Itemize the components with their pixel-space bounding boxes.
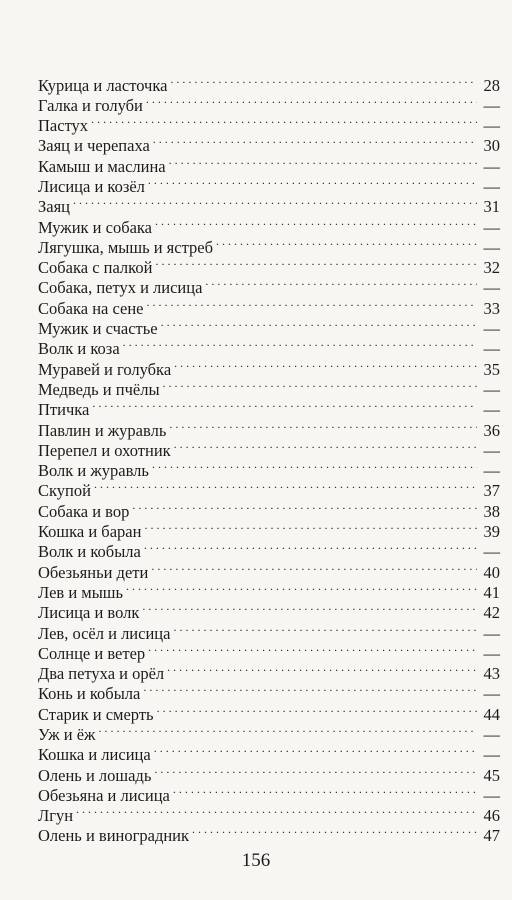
dot-leader xyxy=(153,135,477,152)
toc-entry-title: Мужик и собака xyxy=(38,217,153,237)
toc-entry-title: Уж и ёж xyxy=(38,725,96,744)
toc-entry-title: Галка и голуби xyxy=(38,95,143,115)
toc-entry-title: Олень и виноградник xyxy=(38,826,190,846)
toc-entry-title: Муравей и голубка xyxy=(38,359,172,379)
toc-entry xyxy=(38,135,500,155)
dot-leader xyxy=(76,805,477,822)
toc-entry-title: Пастух xyxy=(38,116,89,136)
toc-entry-page: — xyxy=(483,379,500,399)
toc-entry-title: Волк и журавль xyxy=(38,461,149,481)
dot-leader xyxy=(123,338,477,355)
dot-leader xyxy=(146,94,477,111)
toc-entry-title: Павлин и журавль xyxy=(38,420,167,440)
toc-entry-title: Собака с палкой xyxy=(38,258,153,278)
dot-leader xyxy=(148,175,477,192)
toc-entry-page: 36 xyxy=(483,420,500,440)
toc-entry xyxy=(38,642,500,662)
toc-entry-page: — xyxy=(483,745,500,765)
dot-leader xyxy=(73,196,477,213)
toc-entry xyxy=(38,602,500,622)
toc-entry-page: 31 xyxy=(483,197,500,217)
dot-leader xyxy=(174,358,477,375)
toc-entry-title: Кошка и баран xyxy=(38,522,142,542)
toc-entry-title: Старик и смерть xyxy=(38,704,154,724)
toc-entry xyxy=(38,460,500,480)
toc-entry-page: — xyxy=(483,217,500,237)
toc-entry xyxy=(38,175,500,195)
toc-entry-title: Мужик и счастье xyxy=(38,319,158,339)
toc-entry-title: Лисица и козёл xyxy=(38,176,145,196)
dot-leader xyxy=(144,521,477,538)
dot-leader xyxy=(157,703,477,720)
toc-entry xyxy=(38,216,500,236)
dot-leader xyxy=(144,541,477,558)
dot-leader xyxy=(161,318,477,335)
toc-entry xyxy=(38,500,500,520)
toc-entry-title: Лгун xyxy=(38,806,74,826)
page-number: 156 xyxy=(241,850,271,871)
toc-entry xyxy=(38,805,500,825)
dot-leader xyxy=(143,683,477,700)
toc-entry-title: Лев, осёл и лисица xyxy=(38,623,171,643)
toc-entry-title: Лев и мышь xyxy=(38,582,124,602)
toc-entry xyxy=(38,784,500,804)
dot-leader xyxy=(132,500,477,517)
toc-entry-page: 41 xyxy=(483,582,500,602)
dot-leader xyxy=(142,602,477,619)
toc-entry xyxy=(38,419,500,439)
toc-entry-title: Лягушка, мышь и ястреб xyxy=(38,237,213,257)
toc-entry-title: Два петуха и орёл xyxy=(38,664,165,684)
toc-entry-page: 37 xyxy=(483,481,500,501)
toc-entry-title: Собака на сене xyxy=(38,298,144,318)
toc-entry-page: 30 xyxy=(483,136,500,156)
toc-entry xyxy=(38,622,500,642)
toc-entry-title: Волк и кобыла xyxy=(38,542,141,562)
toc-entry-page: — xyxy=(483,725,500,744)
toc-entry xyxy=(38,541,500,561)
toc-entry xyxy=(38,115,500,135)
toc-entry-title: Собака, петух и лисица xyxy=(38,278,203,298)
toc-entry-page: 44 xyxy=(483,704,500,724)
toc-entry xyxy=(38,155,500,175)
toc-entry xyxy=(38,399,500,419)
toc-entry xyxy=(38,683,500,703)
toc-entry-page: — xyxy=(483,339,500,359)
toc-entry-page: — xyxy=(483,400,500,420)
dot-leader xyxy=(126,581,477,598)
toc-entry xyxy=(38,561,500,581)
dot-leader xyxy=(167,663,477,680)
toc-entry xyxy=(38,236,500,256)
toc-entry-title: Солнце и ветер xyxy=(38,643,146,663)
toc-entry-title: Заяц и черепаха xyxy=(38,136,150,156)
toc-entry-page: 46 xyxy=(483,806,500,826)
dot-leader xyxy=(154,764,477,781)
toc-entry xyxy=(38,318,500,338)
dot-leader xyxy=(216,236,477,253)
toc-entry xyxy=(38,338,500,358)
toc-entry xyxy=(38,297,500,317)
toc-entry-page: 28 xyxy=(483,75,500,95)
dot-leader xyxy=(169,155,477,172)
dot-leader xyxy=(170,74,477,91)
toc-entry xyxy=(38,439,500,459)
dot-leader xyxy=(148,642,477,659)
dot-leader xyxy=(98,724,477,741)
table-of-contents xyxy=(38,74,500,845)
dot-leader xyxy=(146,297,477,314)
dot-leader xyxy=(173,622,477,639)
toc-entry-page: — xyxy=(483,542,500,562)
dot-leader xyxy=(174,439,477,456)
toc-entry xyxy=(38,581,500,601)
dot-leader xyxy=(151,561,477,578)
toc-entry xyxy=(38,744,500,764)
toc-entry xyxy=(38,378,500,398)
dot-leader xyxy=(173,784,477,801)
dot-leader xyxy=(152,460,477,477)
toc-entry-title: Заяц xyxy=(38,197,71,217)
toc-entry xyxy=(38,825,500,845)
toc-entry-page: 47 xyxy=(483,826,500,846)
dot-leader xyxy=(91,115,477,132)
toc-entry xyxy=(38,74,500,94)
toc-entry-title: Лисица и волк xyxy=(38,603,140,623)
toc-entry xyxy=(38,196,500,216)
toc-entry-page: 40 xyxy=(483,562,500,582)
toc-entry-title: Обезьяна и лисица xyxy=(38,785,170,805)
toc-entry xyxy=(38,480,500,500)
toc-entry-page: — xyxy=(483,684,500,704)
toc-entry-title: Скупой xyxy=(38,481,91,501)
toc-entry-title: Курица и ласточка xyxy=(38,75,168,95)
toc-entry-title: Медведь и пчёлы xyxy=(38,379,160,399)
toc-entry-title: Птичка xyxy=(38,400,90,420)
toc-entry xyxy=(38,663,500,683)
toc-entry-page: — xyxy=(483,176,500,196)
toc-entry-page: — xyxy=(483,440,500,460)
toc-entry-title: Кошка и лисица xyxy=(38,745,151,765)
toc-entry-page: — xyxy=(483,237,500,257)
toc-entry-page: 43 xyxy=(483,664,500,684)
toc-entry-page: 39 xyxy=(483,522,500,542)
toc-entry-page: — xyxy=(483,461,500,481)
toc-entry-title: Перепел и охотник xyxy=(38,440,171,460)
toc-entry-page: 45 xyxy=(483,765,500,785)
toc-entry xyxy=(38,277,500,297)
toc-entry-page: — xyxy=(483,116,500,136)
toc-entry xyxy=(38,703,500,723)
dot-leader xyxy=(155,257,477,274)
toc-entry-title: Камыш и маслина xyxy=(38,156,166,176)
dot-leader xyxy=(205,277,477,294)
dot-leader xyxy=(92,399,477,416)
toc-entry-title: Собака и вор xyxy=(38,501,130,521)
toc-entry-page: — xyxy=(483,319,500,339)
dot-leader xyxy=(163,378,477,395)
dot-leader xyxy=(94,480,477,497)
toc-entry-page: 38 xyxy=(483,501,500,521)
toc-entry-page: 33 xyxy=(483,298,500,318)
dot-leader xyxy=(192,825,477,842)
dot-leader xyxy=(155,216,477,233)
toc-entry-title: Олень и лошадь xyxy=(38,765,152,785)
toc-entry-page: 42 xyxy=(483,603,500,623)
dot-leader xyxy=(154,744,477,761)
toc-entry-page: — xyxy=(483,643,500,663)
toc-entry-page: — xyxy=(483,785,500,805)
toc-entry-page: — xyxy=(483,95,500,115)
toc-entry xyxy=(38,257,500,277)
toc-entry-page: — xyxy=(483,156,500,176)
dot-leader xyxy=(169,419,477,436)
toc-entry xyxy=(38,358,500,378)
toc-entry-page: 35 xyxy=(483,359,500,379)
toc-entry xyxy=(38,94,500,114)
toc-entry-page: — xyxy=(483,278,500,298)
toc-entry xyxy=(38,764,500,784)
toc-entry-title: Волк и коза xyxy=(38,339,120,359)
toc-entry-page: — xyxy=(483,623,500,643)
toc-entry xyxy=(38,724,500,744)
toc-entry-title: Обезьяньи дети xyxy=(38,562,149,582)
toc-entry xyxy=(38,521,500,541)
toc-entry-page: 32 xyxy=(483,258,500,278)
toc-entry-title: Конь и кобыла xyxy=(38,684,141,704)
